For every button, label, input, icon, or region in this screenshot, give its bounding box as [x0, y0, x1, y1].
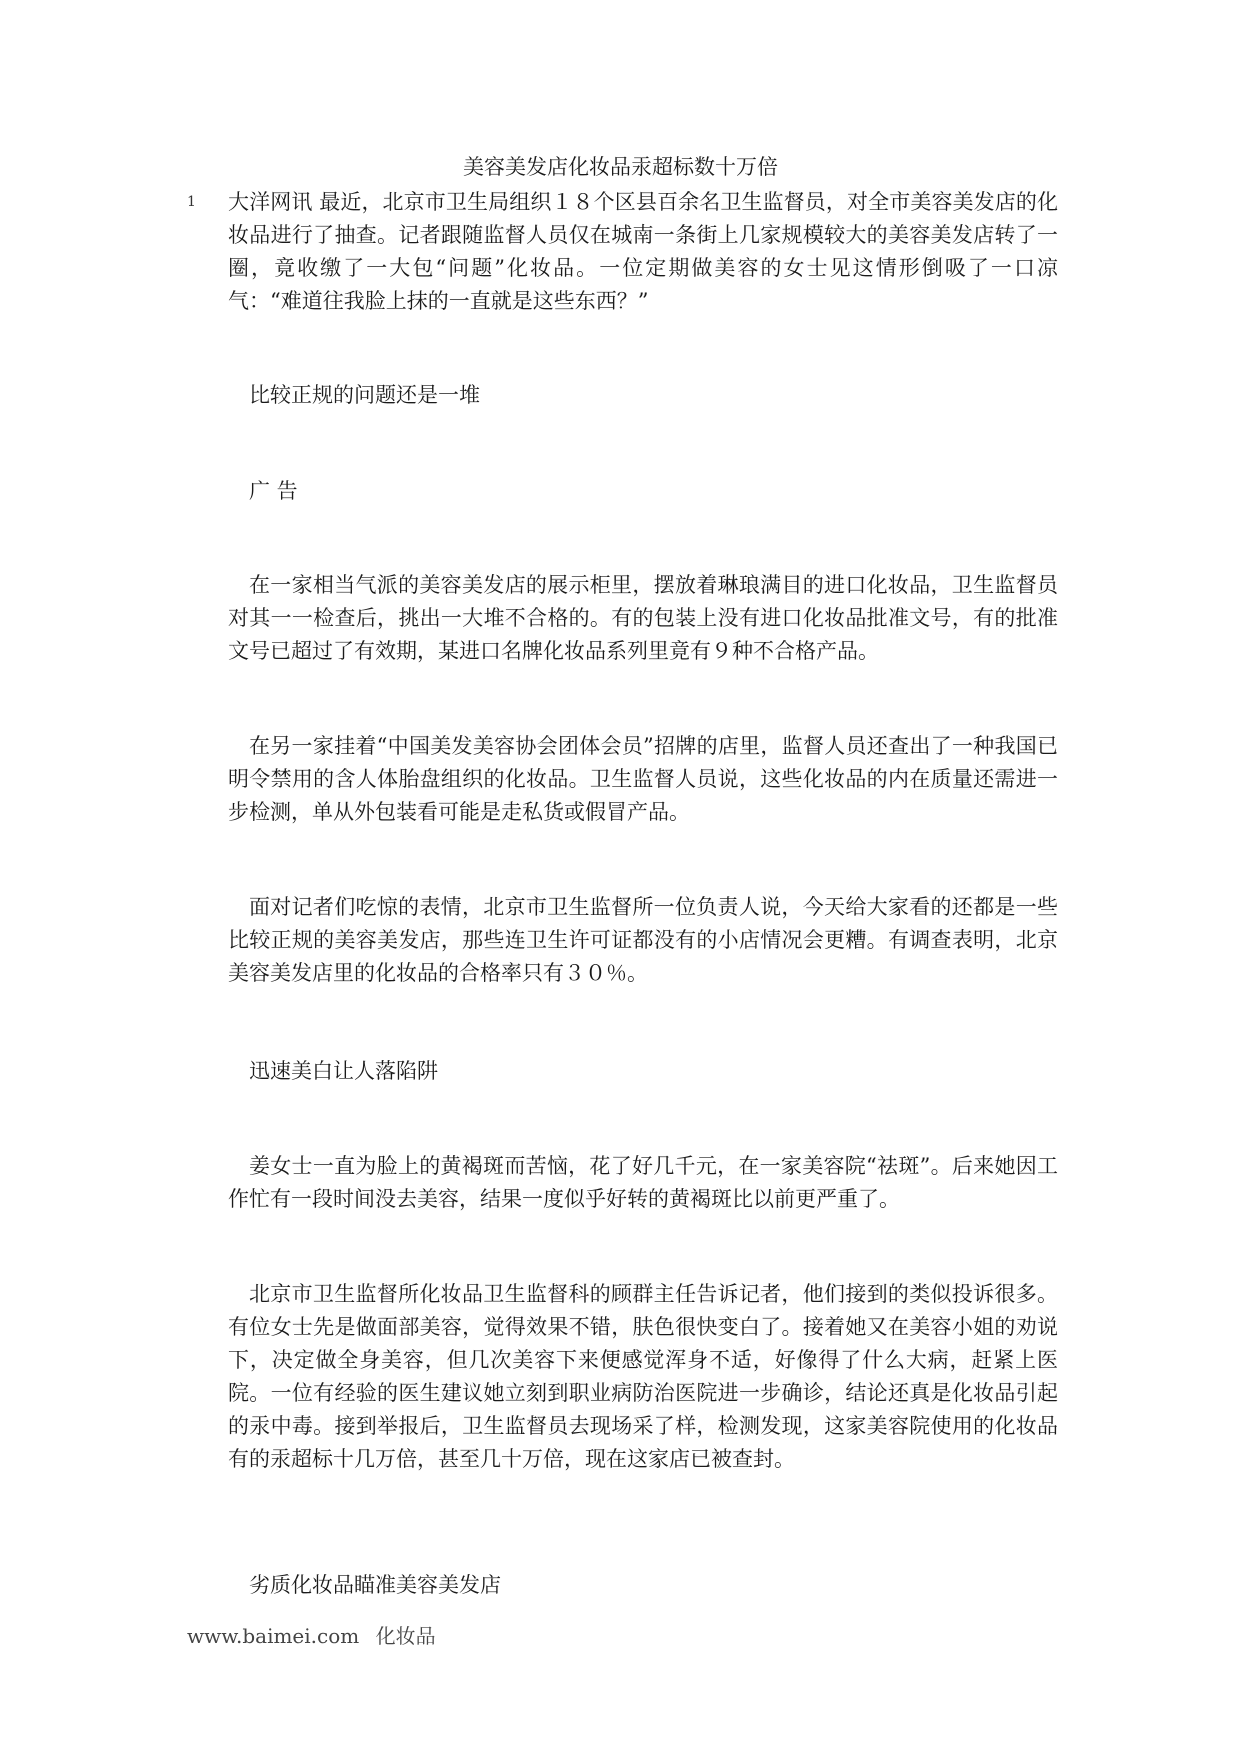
paragraph-block-3 [228, 891, 1058, 990]
paragraph: 在一家相当气派的美容美发店的展示柜里，摆放着琳琅满目的进口化妆品，卫生监督员对其一一检查后，挑出一大堆不合格的。有的包装上没有进口化妆品批准文号，有的批准文号已超过了有效期，某进口名牌化妆品系列里竟有９种不合格产品。 [228, 573, 1058, 663]
section-heading-1: 比较正规的问题还是一堆 [249, 383, 480, 407]
paragraph-block-4 [228, 1150, 1058, 1216]
paragraph: 北京市卫生监督所化妆品卫生监督科的顾群主任告诉记者，他们接到的类似投诉很多。有位女士先是做面部美容，觉得效果不错，肤色很快变白了。接着她又在美容小姐的劝说下，决定做全身美容，但几次美容下来便感觉浑身不适，好像得了什么大病，赶紧上医院。一位有经验的医生建议她立刻到职业病防治医院进一步确诊，结论还真是化妆品引起的汞中毒。接到举报后，卫生监督员去现场采了样，检测发现，这家美容院使用的化妆品有的汞超标十几万倍，甚至几十万倍，现在这家店已被查封。 [228, 1282, 1058, 1471]
paragraph: 姜女士一直为脸上的黄褐斑而苦恼，花了好几千元，在一家美容院“祛斑”。后来她因工作忙有一段时间没去美容，结果一度似乎好转的黄褐斑比以前更严重了。 [228, 1154, 1058, 1211]
paragraph-block-1 [228, 569, 1058, 668]
line-number: 1 [187, 194, 196, 210]
paragraph-block-2 [228, 730, 1058, 829]
section-heading-3: 劣质化妆品瞄准美容美发店 [249, 1573, 501, 1597]
paragraph: 面对记者们吃惊的表情，北京市卫生监督所一位负责人说，今天给大家看的还都是一些比较正规的美容美发店，那些连卫生许可证都没有的小店情况会更糟。有调查表明，北京美容美发店里的化妆品的合格率只有３０％。 [228, 895, 1058, 985]
paragraph: 在另一家挂着“中国美发美容协会团体会员”招牌的店里，监督人员还查出了一种我国已明令禁用的含人体胎盘组织的化妆品。卫生监督人员说，这些化妆品的内在质量还需进一步检测，单从外包装看可能是走私货或假冒产品。 [228, 734, 1058, 824]
footer-label: 化妆品 [375, 1624, 436, 1648]
footer-site: www.baimei.com [187, 1624, 360, 1648]
section-heading-2: 迅速美白让人落陷阱 [249, 1059, 438, 1083]
lead-paragraph-block [228, 186, 1058, 318]
page-footer [187, 1622, 436, 1650]
lead-paragraph: 大洋网讯 最近，北京市卫生局组织１８个区县百余名卫生监督员，对全市美容美发店的化妆品进行了抽查。记者跟随监督人员仅在城南一条街上几家规模较大的美容美发店转了一圈，竟收缴了一大包“问题”化妆品。一位定期做美容的女士见这情形倒吸了一口凉气：“难道往我脸上抹的一直就是这些东西？” [228, 190, 1058, 313]
ad-label: 广 告 [249, 479, 298, 503]
paragraph-block-5 [228, 1278, 1058, 1476]
article-title: 美容美发店化妆品汞超标数十万倍 [463, 155, 778, 179]
